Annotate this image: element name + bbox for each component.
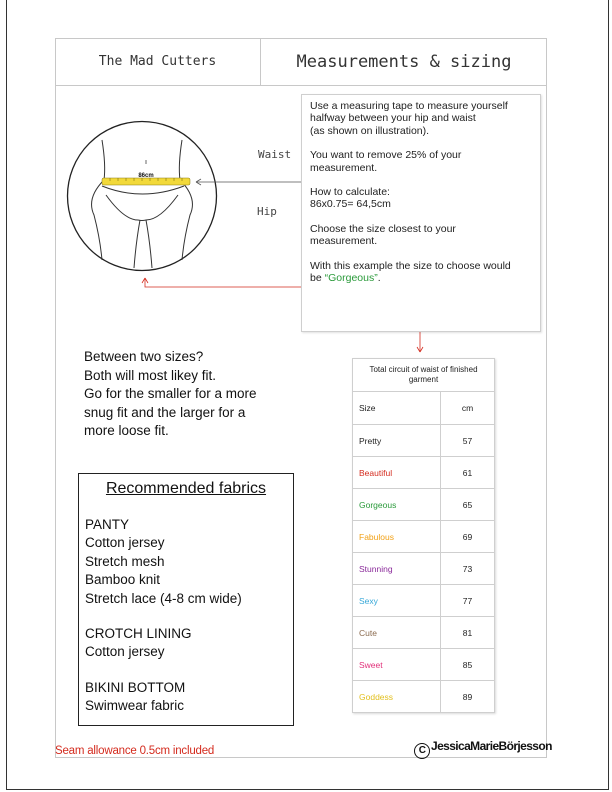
table-row (353, 585, 495, 617)
size-name: Pretty (353, 425, 441, 457)
between-sizes-advice: Between two sizes? Both will most likey fit. Go for the smaller for a more snug fit and the larger for a more loose fit. (84, 349, 257, 439)
instructions-paragraph-reduce: You want to remove 25% of your measurement. (310, 149, 462, 174)
fabric-group-crotch-lining (85, 625, 293, 662)
body-illustration (66, 120, 218, 272)
fabric-item: Stretch mesh (85, 553, 165, 569)
fabric-item: Bamboo knit (85, 572, 161, 588)
size-name: Gorgeous (353, 489, 441, 521)
size-cm: 77 (441, 585, 495, 617)
cm-column-header: cm (441, 392, 495, 425)
measuring-tape (102, 178, 190, 185)
size-cm: 61 (441, 457, 495, 489)
size-name: Stunning (353, 553, 441, 585)
brand-title: The Mad Cutters (98, 54, 217, 69)
fabric-group-panty (85, 516, 293, 608)
instructions-paragraph-example: With this example the size to choose would be “Gorgeous”. (310, 259, 511, 285)
instructions-paragraph-measure: Use a measuring tape to measure yourself halfway between your hip and waist (as shown on illustration). (310, 100, 508, 137)
size-table-caption: Total circuit of waist of finished garment (353, 359, 495, 392)
size-name: Fabulous (353, 521, 441, 553)
size-column-header: Size (353, 392, 441, 425)
fabric-item: Stretch lace (4-8 cm wide) (85, 590, 242, 606)
fabric-item: Cotton jersey (85, 535, 165, 551)
fabric-group-heading: BIKINI BOTTOM (85, 679, 186, 695)
instructions-paragraph-calculate: How to calculate: 86x0.75= 64,5cm (310, 186, 391, 211)
fabric-item: Cotton jersey (85, 644, 165, 660)
size-name: Cute (353, 617, 441, 649)
table-row (353, 425, 495, 457)
table-row (353, 457, 495, 489)
table-row (353, 681, 495, 713)
size-name: Goddess (353, 681, 441, 713)
size-cm: 73 (441, 553, 495, 585)
table-row (353, 521, 495, 553)
table-row (353, 553, 495, 585)
size-name: Beautiful (353, 457, 441, 489)
page-title: Measurements & sizing (296, 52, 512, 72)
recommended-fabrics-box (78, 473, 294, 726)
size-cm: 85 (441, 649, 495, 681)
fabric-item: Swimwear fabric (85, 698, 185, 714)
size-chart-table (352, 358, 495, 713)
size-cm: 89 (441, 681, 495, 713)
size-name: Sexy (353, 585, 441, 617)
table-row (353, 617, 495, 649)
fabric-group-heading: PANTY (85, 517, 130, 532)
hip-label: Hip (257, 205, 277, 218)
copyright-icon: C (414, 743, 430, 759)
fabric-group-bikini-bottom (85, 679, 293, 716)
table-row (353, 649, 495, 681)
instructions-paragraph-choose: Choose the size closest to your measurement. (310, 222, 456, 248)
size-name: Sweet (353, 649, 441, 681)
waist-label: Waist (258, 148, 292, 161)
copyright (414, 739, 552, 759)
seam-allowance-note: Seam allowance 0.5cm included (55, 745, 215, 757)
size-cm: 69 (441, 521, 495, 553)
tape-measurement-label: 86cm (138, 173, 154, 179)
fabric-group-heading: CROTCH LINING (85, 626, 192, 642)
size-cm: 57 (441, 425, 495, 457)
fabrics-title: Recommended fabrics (105, 480, 267, 497)
size-cm: 65 (441, 489, 495, 521)
header (55, 38, 547, 86)
example-size-highlight: “Gorgeous” (324, 272, 378, 285)
instructions-box (301, 94, 541, 332)
copyright-name: JessicaMarieBörjesson (431, 739, 552, 753)
table-row (353, 489, 495, 521)
size-cm: 81 (441, 617, 495, 649)
